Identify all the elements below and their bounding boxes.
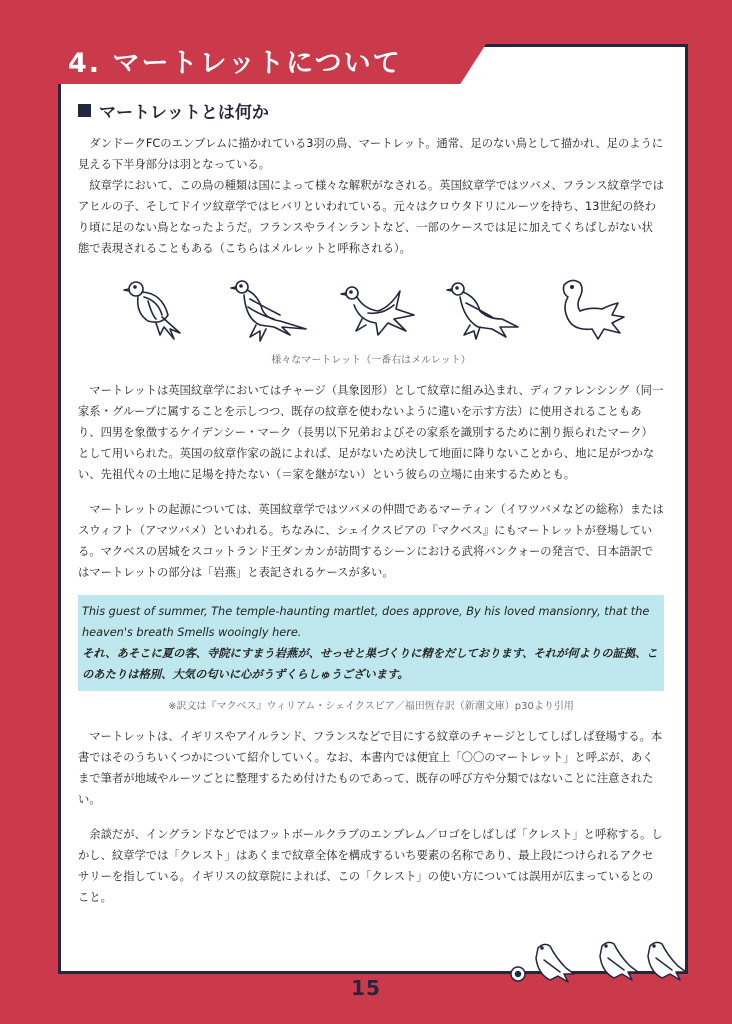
footer-bird-icon: [600, 942, 638, 980]
chapter-title: 4. マートレットについて: [68, 48, 402, 79]
section-heading-text: マートレットとは何か: [99, 103, 269, 123]
paragraph-4: マートレットの起源については、英国紋章学ではツバメの仲間であるマーティン（イワツバメなどの総称）またはスウィフト（アマツバメ）といわれる。ちなみに、シェイクスピアの『マクベス』にもマートレットが登場している。マクベスの居城をスコットランド王ダンカンが訪問するシーンにおける武将バンクォーの発言で、日本語訳ではマートレットの部分は「岩燕」と表記されるケースが多い。: [78, 503, 664, 579]
paragraph-2: 紋章学において、この鳥の種類は国によって様々な解釈がなされる。英国紋章学ではツバメ、フランス紋章学ではアヒルの子、そしてドイツ紋章学ではヒバリといわれている。元々はクロウタドリにルーツを持ち、13世紀の終わり頃に足のない鳥となったようだ。フランスやラインラントなど、一部のケースでは足に加えてくちばしがない状態で表現されることもある（こちらはメルレットと呼称される）。: [78, 179, 664, 255]
martlet-bird-icon: [230, 275, 310, 345]
paragraph-3: マートレットは英国紋章学においてはチャージ（具象図形）として紋章に組み込まれ、ディファレンシング（同一家系・グループに属することを示しつつ、既存の紋章を使わないように違いを示す方法）に使用されることもあり、四男を象徴するケイデンシー・マーク（長男以下兄弟およびその家系を識別するために割り振られたマーク）として用いられた。英国の紋章作家の説によれば、足がないため決して地面に降りないことから、地に足がつかない、先祖代々の土地に足場を持たない（＝家を継がない）という彼らの立場に由来するためとも。: [78, 384, 664, 481]
figure-caption: 様々なマートレット（一番右はメルレット）: [271, 355, 471, 366]
martlet-bird-icon: [338, 275, 418, 345]
paragraph-6: 余談だが、イングランドなどではフットボールクラブのエンブレム／ロゴをしばしば「クレスト」と呼称する。しかし、紋章学では「クレスト」はあくまで紋章全体を構成するいち要素の名称であり、最上段につけられるアクセサリーを指している。イギリスの紋章院によれば、この「クレスト」の使い方については誤用が広まっているとのこと。: [78, 828, 663, 904]
martlet-bird-icon: [122, 275, 202, 345]
heading-square-icon: [78, 104, 91, 117]
footer-bird-icon: [648, 942, 686, 980]
section-heading: [78, 98, 664, 123]
quote-japanese: それ、あそこに夏の客、寺院にすまう岩燕が、せっせと巣づくりに精をだしております、それが何よりの証拠、このあたりは格別、大気の匂いに心がうずくらしゅうございます。: [82, 647, 658, 681]
merlette-bird-icon: [554, 275, 634, 345]
paragraph-5: マートレットは、イギリスやアイルランド、フランスなどで目にする紋章のチャージとしてしばしば登場する。本書ではそのうちいくつかについて紹介していく。なお、本書内では便宜上「〇〇のマートレット」と呼ぶが、あくまで筆者が地域やルーツごとに整理するため付けたものであって、既存の呼び方や分類ではないことに注意されたい。: [78, 730, 663, 806]
page-number: 15: [351, 976, 381, 1000]
quote-english: This guest of summer, The temple-haunting martlet, does approve, By his loved mansionry, that the heaven's breath Smells wooingly here.: [82, 605, 650, 639]
paragraph-1: ダンドークFCのエンブレムに描かれている3羽の鳥、マートレット。通常、足のない鳥として描かれ、足のように見える下半身部分は羽となっている。: [78, 137, 664, 171]
quote-source-note: ※訳文は『マクベス』ウィリアム・シェイクスピア／福田恆存訳（新潮文庫）p30より引用: [168, 701, 574, 712]
content: [78, 98, 664, 908]
martlet-bird-icon: [446, 275, 526, 345]
martlet-illustrations: [122, 275, 634, 345]
quote-box: [78, 595, 664, 691]
